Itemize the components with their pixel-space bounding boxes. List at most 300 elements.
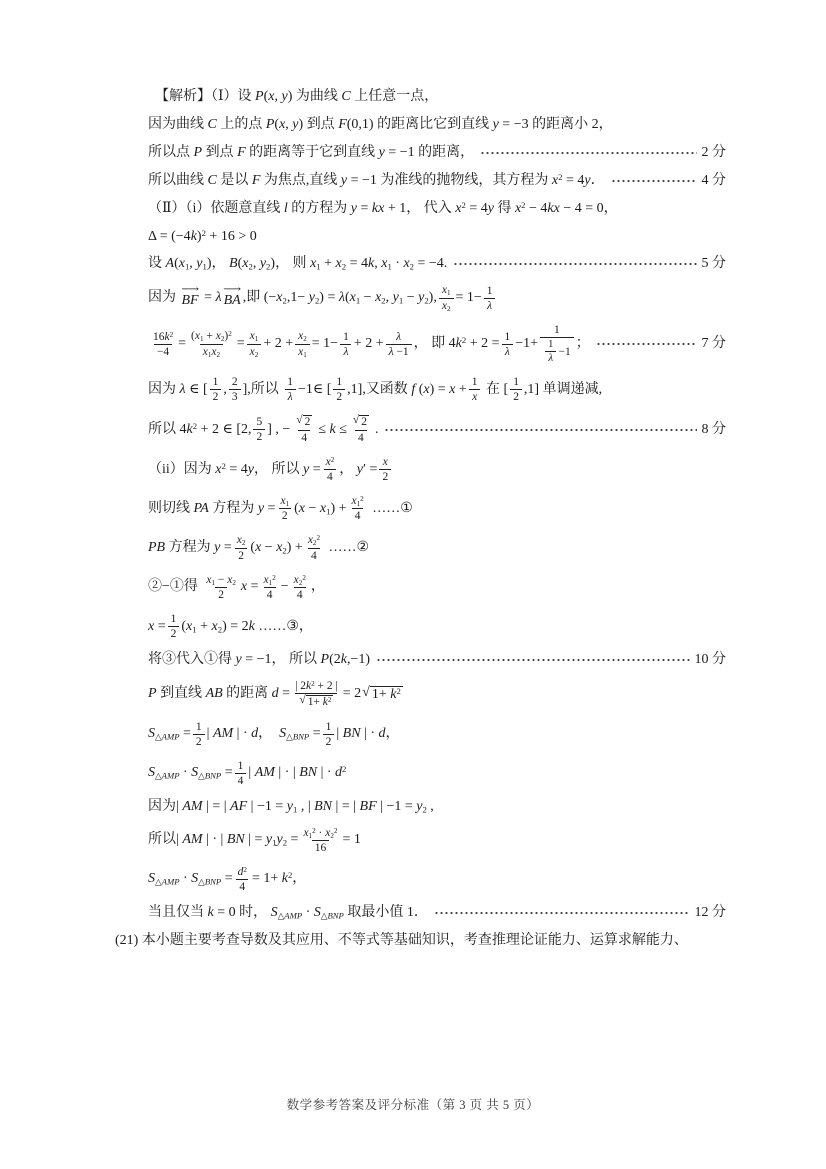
numerator [484, 284, 496, 298]
document-line [148, 826, 726, 855]
math-run: $(x_1 + x_2) = 2k$ [181, 618, 255, 635]
math-run: 1 [325, 720, 332, 733]
document-line [148, 533, 726, 562]
denominator [235, 548, 247, 563]
denominator [253, 429, 265, 444]
math-run: λ [487, 299, 493, 312]
text-run: 在 [482, 381, 504, 397]
dots-leader [596, 337, 697, 351]
denominator [295, 344, 310, 359]
text-run: ， 代入 [406, 200, 456, 216]
math-run: y = [257, 500, 276, 516]
math-run: 1 [471, 376, 478, 389]
math-run: 4 [266, 588, 273, 601]
fraction [292, 414, 316, 445]
radicand: $1+ k^2$ [371, 685, 401, 702]
fraction [168, 612, 180, 641]
text-run: 时， [235, 904, 271, 920]
math-run: − [280, 579, 289, 595]
fraction [210, 375, 222, 404]
vector [181, 284, 200, 309]
numerator [323, 455, 338, 469]
text-run: ,即 [242, 290, 264, 306]
math-run: $S_{\triangle AMP} \cdot S_{\triangle BNP}$ = [148, 765, 233, 781]
document-line [148, 414, 726, 445]
math-run: | BN | · d [336, 726, 386, 742]
denominator [215, 587, 227, 602]
dots-leader [453, 257, 696, 271]
math-run: 2 [218, 588, 225, 601]
text-run: ……① [368, 500, 413, 516]
math-run: F [251, 172, 261, 188]
sqrt-radical [299, 694, 333, 710]
math-run: $(-x_2,1- y_2) = \lambda(x_1 - x_2$, $y_1 - y_2$), [263, 290, 437, 306]
numerator [235, 865, 250, 879]
document-line [148, 323, 726, 366]
fraction [540, 323, 574, 366]
document-line [148, 375, 726, 404]
page-footer: 数学参考答案及评分标准（第 3 页 共 5 页） [286, 1098, 540, 1112]
numerator [323, 720, 335, 734]
math-run: + 2 + [353, 336, 384, 352]
fraction [235, 865, 250, 894]
text-run: 得 [493, 200, 515, 216]
numerator [284, 375, 296, 389]
dots-leader [480, 146, 696, 160]
math-run: −1 [558, 345, 571, 358]
math-run: C [341, 89, 351, 104]
score-label: 4 分 [701, 172, 726, 188]
math-run: λ [504, 345, 510, 358]
document-line [148, 283, 726, 313]
math-run: 1 [195, 720, 202, 733]
math-run: x [472, 391, 478, 404]
math-run: y = [214, 540, 232, 556]
math-run: = 1− [455, 290, 482, 306]
text-run: 因为 [148, 798, 176, 814]
dots-leader [384, 423, 696, 437]
math-run: λ ∈ [ [179, 381, 208, 397]
fraction [203, 573, 239, 602]
math-run: P(2k,−1) [320, 651, 371, 667]
denominator [355, 430, 367, 445]
text-run: 的方程为 [287, 200, 351, 216]
math-run: y = −1 [378, 144, 415, 160]
text-run: 方程为 [165, 540, 215, 556]
numerator [203, 573, 239, 587]
text-run: 因为曲线 [148, 116, 208, 132]
math-run: 1 [212, 376, 219, 389]
text-run: 上任意一点， [350, 89, 439, 104]
text-run: 的距离 [222, 686, 272, 702]
math-run: $B(x_2$, $y_2$) [229, 256, 276, 273]
math-run: ,1] [347, 381, 363, 397]
text-run: 当且仅当 [148, 904, 208, 920]
document-line [148, 651, 726, 669]
math-run: 2 [195, 735, 202, 748]
document-line [148, 494, 726, 523]
math-run: ≤ k ≤ [318, 421, 347, 437]
radical-sign-icon: √ [296, 414, 303, 427]
math-run: $4k^2 + 2$ = [448, 335, 500, 352]
math-run: 1 [548, 337, 554, 350]
math-run: λ [343, 345, 349, 358]
text-run: 因为 [148, 290, 180, 306]
fraction [340, 330, 352, 359]
denominator [439, 298, 454, 313]
text-run: 为准线的抛物线，其方程为 [376, 172, 552, 188]
math-run: y = −3 [492, 116, 529, 132]
math-run: −1+ [515, 336, 539, 352]
text-run: 将③代入①得 [148, 651, 236, 667]
math-run: PA [193, 500, 209, 516]
document-line [148, 904, 726, 922]
math-run: [ [503, 381, 509, 397]
math-run: $x_2$ [236, 534, 246, 548]
numerator [295, 329, 310, 343]
numerator [349, 494, 367, 508]
math-run: = [236, 336, 245, 352]
document-line [148, 228, 726, 246]
denominator [295, 693, 337, 710]
fraction [229, 375, 241, 404]
numerator [349, 414, 373, 430]
math-run: $x_2$ [441, 299, 451, 313]
text-run: 到直线 [156, 686, 206, 702]
text-run: 设 [148, 256, 166, 272]
math-run: $x_1^2$ [263, 573, 276, 587]
text-run: ……② [325, 540, 370, 556]
fraction [333, 375, 345, 404]
denominator [502, 344, 513, 359]
numerator [502, 330, 514, 344]
numerator [253, 415, 265, 429]
text-run: 方程为 [208, 500, 258, 516]
numerator [380, 455, 391, 469]
math-run: y′ = [356, 461, 378, 477]
radical-sign-icon: √ [352, 414, 360, 427]
fraction [277, 494, 292, 523]
math-run: 2 [212, 391, 219, 404]
fraction [300, 826, 340, 855]
score-label: 5 分 [701, 256, 726, 272]
math-run: + 2 + [263, 336, 294, 352]
math-run: = $1+ k^2$ [251, 870, 293, 887]
numerator [469, 375, 481, 389]
math-run: P(x, y) [265, 116, 304, 132]
text-run: ， [603, 200, 618, 216]
text-run: 上的点 [216, 116, 266, 132]
math-run: x = [240, 579, 259, 595]
radicand: $1+ k^2$ [307, 695, 332, 708]
math-run: $x_2$ [249, 345, 259, 359]
math-run: 1 [554, 323, 560, 336]
fraction [439, 283, 454, 313]
document-line [115, 932, 726, 950]
denominator [229, 389, 241, 404]
denominator [510, 389, 522, 404]
math-run: = 1− [311, 336, 339, 352]
fraction [188, 329, 235, 359]
text-run: 是以 [216, 172, 252, 188]
math-run: 2 [170, 627, 177, 640]
fraction [292, 679, 341, 710]
text-run: ， 则 [275, 256, 311, 272]
denominator [469, 389, 480, 404]
denominator [294, 587, 306, 602]
math-run: $S_{\triangle AMP}$ = [148, 726, 191, 742]
text-run: 到点 [202, 144, 238, 160]
numerator [168, 612, 180, 626]
numerator [545, 338, 556, 351]
math-run: 1 [237, 759, 244, 772]
denominator [264, 587, 276, 602]
math-run: | $2k^2 + 2$ | [295, 679, 338, 692]
text-run: （Ⅱ）（i）依题意直线 [148, 200, 284, 216]
fraction [284, 375, 296, 404]
text-run: ， 即 [413, 336, 449, 352]
math-run: k = 0 [207, 904, 236, 920]
radical-sign-icon: √ [362, 684, 370, 700]
denominator [545, 351, 556, 365]
math-run: = 1 [342, 832, 361, 848]
vector-arrow-icon: ⟶ [181, 284, 200, 296]
radicand: 2 [361, 416, 367, 429]
fraction [545, 338, 556, 366]
math-run: 1 [287, 376, 293, 389]
denominator [236, 879, 248, 894]
text-run: 【解析】（Ⅰ）设 [155, 89, 256, 104]
numerator [247, 329, 262, 343]
math-run: −1∈ [ [297, 381, 332, 397]
fraction [484, 284, 496, 313]
math-run: 2 [256, 431, 263, 444]
sqrt-radical [296, 414, 312, 430]
math-run: 1 [343, 330, 349, 343]
denominator [324, 469, 336, 484]
document-line [148, 255, 726, 273]
denominator [285, 389, 296, 404]
text-run: ， 所以 [253, 461, 303, 477]
math-run: F(0,1) [338, 116, 374, 132]
math-run: $x^2 - 4kx - 4 = 0$ [514, 199, 604, 216]
math-run: $16k^2$ [153, 330, 174, 343]
denominator [379, 469, 391, 484]
vector-arrow-icon: ⟶ [223, 284, 242, 296]
math-run: 4 [327, 471, 333, 484]
denominator [540, 337, 574, 366]
denominator [247, 344, 262, 359]
math-run: f (x) = x + [411, 381, 467, 397]
math-run: $S_{\triangle AMP} \cdot S_{\triangle BNP}$ = [148, 871, 233, 887]
document-line [148, 679, 726, 710]
text-run: ， [292, 871, 307, 887]
denominator [323, 734, 335, 749]
score-label: 10 分 [694, 651, 726, 667]
math-run: $x_1x_2$ [202, 345, 221, 359]
fraction [291, 573, 309, 602]
math-run: l [283, 200, 288, 216]
text-run: 因为 [148, 381, 180, 397]
numerator [551, 323, 563, 337]
document-body [115, 88, 726, 960]
math-run: 2 [281, 510, 288, 523]
denominator [308, 548, 320, 563]
math-run: P [148, 686, 157, 702]
math-run: y = [302, 461, 321, 477]
denominator [210, 389, 222, 404]
fraction [469, 375, 481, 404]
numerator [292, 679, 341, 693]
math-run: , [223, 381, 227, 397]
math-run: λ −1 [388, 345, 409, 358]
math-run: ] [242, 381, 248, 397]
numerator [229, 375, 241, 389]
sqrt-radical [362, 685, 403, 704]
math-run: $x_1$ [280, 495, 290, 509]
text-run: 的距离， [414, 144, 475, 160]
text-run: 到点 [303, 116, 339, 132]
numerator [305, 533, 323, 547]
math-run: $d^2$ [237, 865, 247, 878]
text-run: ②−①得 [148, 579, 202, 595]
fraction [510, 375, 522, 404]
math-run: $x_1 - x_2$ [206, 573, 236, 587]
numerator [291, 573, 309, 587]
numerator [234, 533, 249, 547]
denominator [193, 734, 205, 749]
numerator [340, 330, 352, 344]
text-run: 取最小值 1． [343, 904, 428, 920]
denominator [200, 344, 223, 359]
math-run: 4 [354, 510, 361, 523]
document-line [148, 116, 726, 134]
vector-base: BF [181, 293, 199, 309]
text-run: ， [211, 256, 230, 272]
fraction [349, 494, 367, 523]
document-line [148, 455, 726, 484]
math-run: | AM | · d [206, 726, 259, 742]
math-run: 2 [231, 376, 238, 389]
math-run: C [207, 172, 217, 188]
math-run: ,1] [523, 381, 540, 397]
text-run: 为曲线 [292, 89, 342, 104]
math-run: $x_1 + x_2 = 4k$, $x_1 \cdot x_2 = -4$. [310, 256, 448, 273]
math-run: 1 [336, 376, 343, 389]
math-run: $(x - x_2)$ + [250, 540, 303, 556]
numerator [277, 494, 292, 508]
math-run: $x_1^2$ [351, 495, 364, 509]
dots-leader [376, 653, 689, 667]
score-label: 12 分 [694, 904, 726, 920]
math-run: AB [205, 686, 223, 702]
math-run: $(x_1 + x_2)^2$ [191, 330, 232, 344]
math-run: d = [271, 686, 291, 702]
math-run: P [193, 144, 203, 160]
math-run: $x_1$ [441, 284, 451, 298]
text-run: 单调递减, [539, 381, 603, 397]
denominator [484, 298, 495, 313]
math-run: 4 [311, 549, 317, 562]
text-run: ， [385, 726, 400, 742]
denominator [340, 344, 351, 359]
math-run: 2 [336, 391, 343, 404]
math-run: $x^2 = 4y$ [215, 460, 254, 477]
math-run: $A(x_1$, $y_1$) [165, 256, 212, 273]
numerator [333, 375, 345, 389]
denominator [386, 344, 412, 359]
text-run: ,又函数 [362, 381, 412, 397]
denominator [154, 344, 172, 359]
math-run: y = −1 [340, 172, 377, 188]
math-run: $4k^2 + 2$ ∈ [2, [179, 420, 252, 437]
math-run: PB [148, 540, 166, 556]
radical-sign-icon: √ [299, 693, 306, 706]
denominator [279, 508, 291, 523]
fraction [247, 329, 262, 359]
denominator [312, 840, 329, 855]
document-line [148, 759, 726, 788]
text-run: 则切线 [148, 500, 194, 516]
math-run: $x^2 = 4y$ [455, 199, 494, 216]
math-run: $S_{\triangle AMP} \cdot S_{\triangle BNP}$ [270, 904, 344, 921]
denominator [235, 773, 247, 788]
math-run: = λ [200, 290, 222, 306]
text-run: 所以曲线 [148, 172, 208, 188]
math-run: 4 [358, 432, 364, 445]
document-line [148, 200, 726, 218]
vector [223, 284, 242, 309]
text-run: 为焦点,直线 [260, 172, 341, 188]
math-run: $x_1^2 \cdot x_2^2$ [303, 826, 338, 840]
sqrt-radical [353, 414, 369, 430]
fraction [193, 720, 205, 749]
math-run: | AM | · | BN | · $d^2$ [248, 764, 347, 781]
score-label: 8 分 [701, 421, 726, 437]
numerator [510, 375, 522, 389]
math-run: ] , − [267, 421, 291, 437]
fraction [323, 455, 338, 484]
text-run: 的距离小 2， [528, 116, 613, 132]
fraction [502, 330, 514, 359]
math-run: $(x - x_1)$ + [294, 500, 347, 517]
text-run: （ii）因为 [148, 461, 216, 477]
numerator [292, 414, 316, 430]
denominator [333, 389, 345, 404]
fraction [253, 415, 265, 444]
math-run: 1 [513, 376, 519, 389]
numerator [210, 375, 222, 389]
fraction [305, 533, 323, 562]
math-run: 1 [504, 330, 511, 343]
fraction [235, 759, 247, 788]
fraction [379, 455, 391, 484]
math-run: = [178, 336, 187, 352]
math-run: x [382, 456, 388, 469]
document-line [148, 144, 726, 162]
document-line [148, 612, 726, 641]
score-label: 2 分 [701, 144, 726, 160]
document-line [148, 172, 726, 190]
numerator [188, 329, 235, 343]
math-run: λ [287, 391, 293, 404]
fraction [386, 330, 412, 359]
dots-leader [611, 174, 697, 188]
math-run: $x_1$ [298, 345, 307, 359]
denominator [352, 508, 364, 523]
text-run: 的距离比它到直线 [373, 116, 493, 132]
math-run: | AM | = | AF | $-1 = y_1$ , | BN | = | BF | $-1 = y_2$ , [176, 798, 434, 815]
